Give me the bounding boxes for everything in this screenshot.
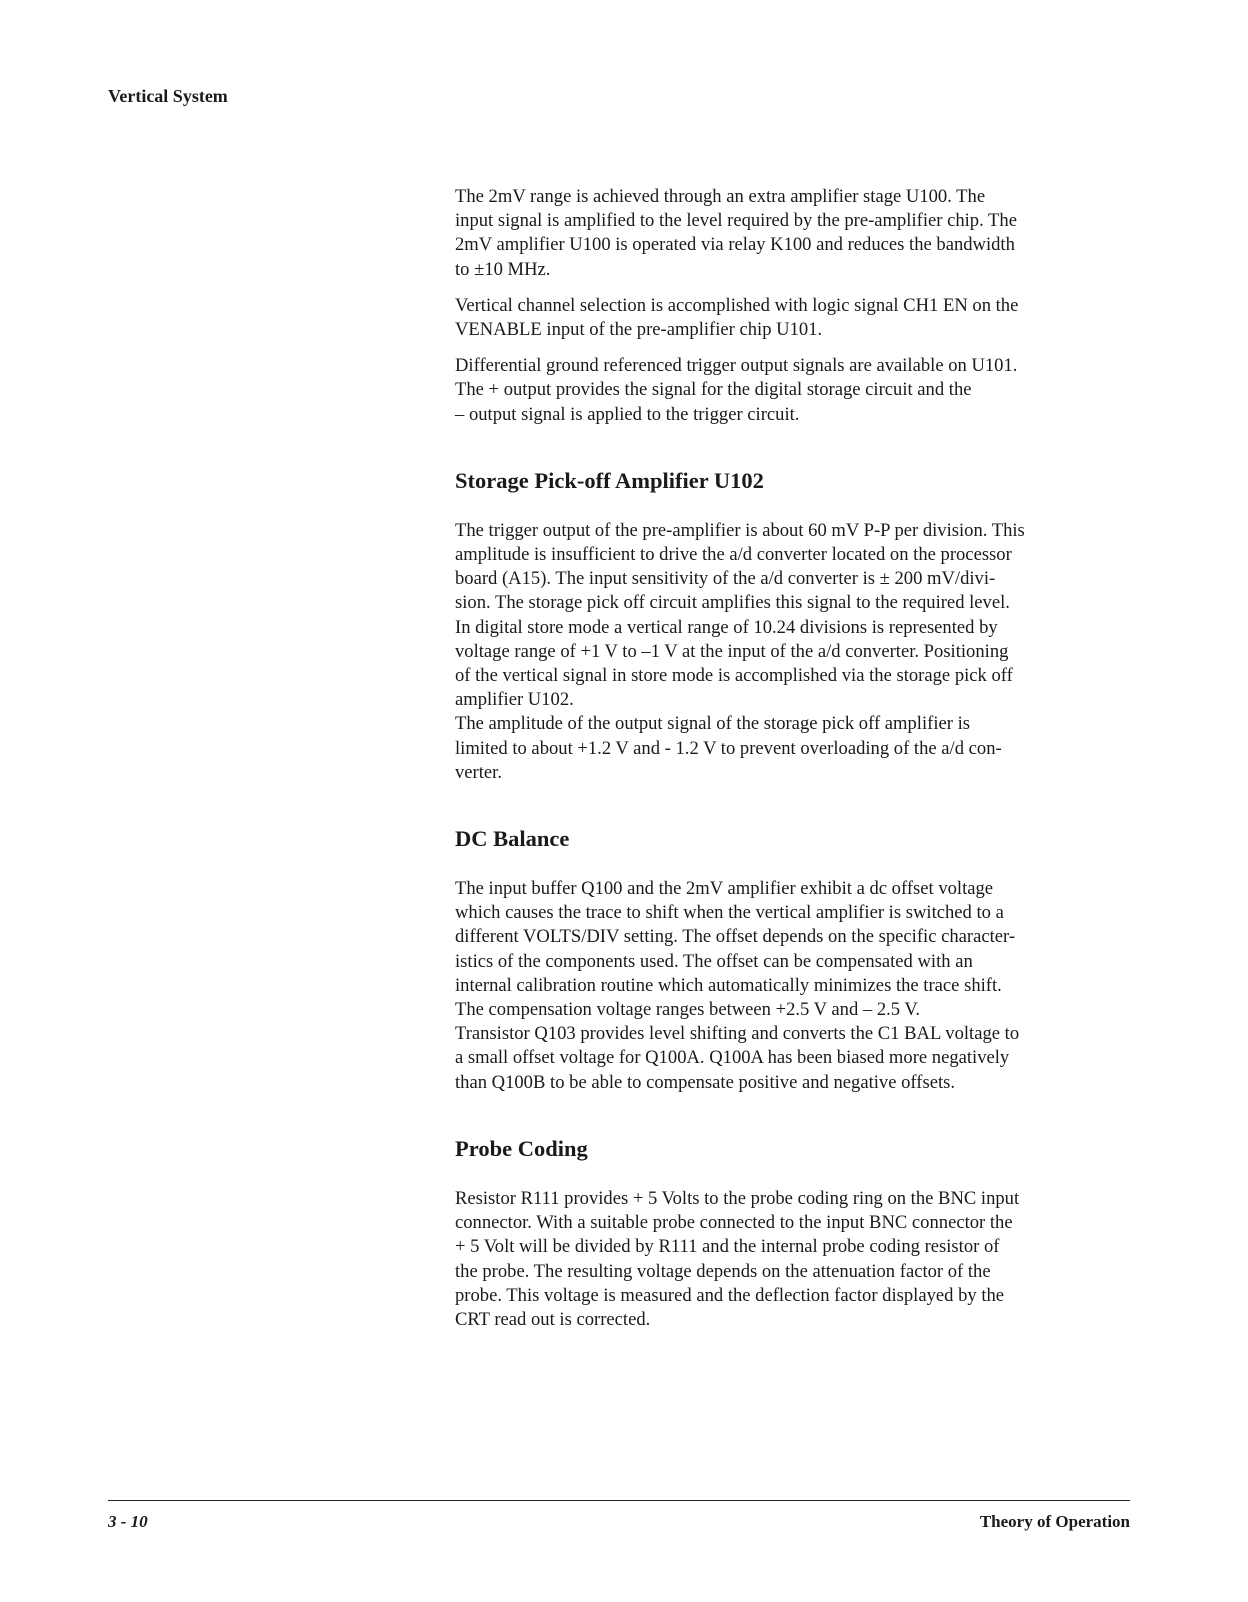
- text-line: VENABLE input of the pre-amplifier chip U101.: [455, 319, 823, 341]
- intro-block: [455, 185, 1135, 427]
- text-line: sion. The storage pick off circuit amplifies this signal to the required level.: [455, 592, 1010, 614]
- text-line: limited to about +1.2 V and - 1.2 V to prevent overloading of the a/d con-: [455, 737, 1002, 759]
- section-title: Storage Pick-off Amplifier U102: [455, 467, 764, 493]
- text-line: amplitude is insufficient to drive the a/d converter located on the processor: [455, 544, 1012, 566]
- section-body: [455, 1187, 1135, 1332]
- text-line: The 2mV range is achieved through an extra amplifier stage U100. The: [455, 186, 986, 207]
- text-line: a small offset voltage for Q100A. Q100A has been biased more negatively: [455, 1047, 1010, 1069]
- text-line: connector. With a suitable probe connected to the input BNC connector the: [455, 1212, 1013, 1234]
- text-line: internal calibration routine which automatically minimizes the trace shift.: [455, 974, 1002, 996]
- text-line: voltage range of +1 V to –1 V at the input of the a/d converter. Positioning: [455, 640, 1009, 662]
- text-line: verter.: [455, 761, 502, 783]
- text-line: The compensation voltage ranges between +2.5 V and – 2.5 V.: [455, 999, 921, 1021]
- section-body: [455, 877, 1135, 1095]
- text-line: board (A15). The input sensitivity of the a/d converter is ± 200 mV/divi-: [455, 568, 996, 590]
- intro-paragraph-3: [455, 354, 1135, 427]
- text-line: Vertical channel selection is accomplished with logic signal CH1 EN on the: [455, 294, 1019, 316]
- text-line: In digital store mode a vertical range of 10.24 divisions is represented by: [455, 616, 998, 638]
- intro-paragraph-2: [455, 294, 1135, 342]
- text-line: CRT read out is corrected.: [455, 1308, 651, 1330]
- text-line: amplifier U102.: [455, 689, 574, 711]
- section-probe-coding: [455, 1135, 1135, 1332]
- main-content: [455, 185, 1135, 1344]
- text-line: The input buffer Q100 and the 2mV amplifier exhibit a dc offset voltage: [455, 878, 994, 900]
- page-number: 3 - 10: [108, 1512, 148, 1531]
- text-line: – output signal is applied to the trigger circuit.: [455, 403, 800, 425]
- text-line: Resistor R111 provides + 5 Volts to the probe coding ring on the BNC input: [455, 1187, 1020, 1209]
- text-line: probe. This voltage is measured and the deflection factor displayed by the: [455, 1284, 1005, 1306]
- footer-section-title: Theory of Operation: [979, 1512, 1130, 1531]
- footer-divider: [108, 1500, 1130, 1501]
- text-line: to ±10 MHz.: [455, 258, 551, 280]
- text-line: which causes the trace to shift when the vertical amplifier is switched to a: [455, 902, 1004, 924]
- section-body: [455, 519, 1135, 785]
- text-line: The amplitude of the output signal of the storage pick off amplifier is: [455, 713, 970, 735]
- text-line: than Q100B to be able to compensate positive and negative offsets.: [455, 1071, 956, 1093]
- text-line: Transistor Q103 provides level shifting and converts the C1 BAL voltage to: [455, 1023, 1020, 1045]
- intro-paragraph-1: [455, 185, 1135, 282]
- section-storage-pickoff: [455, 467, 1135, 785]
- text-line: 2mV amplifier U100 is operated via relay K100 and reduces the bandwidth: [455, 234, 1015, 256]
- section-dc-balance: [455, 825, 1135, 1095]
- text-line: of the vertical signal in store mode is accomplished via the storage pick off: [455, 665, 1013, 687]
- section-title: DC Balance: [455, 826, 570, 852]
- section-title: Probe Coding: [455, 1135, 588, 1161]
- text-line: The + output provides the signal for the digital storage circuit and the: [455, 379, 972, 401]
- running-head-title: Vertical System: [108, 86, 228, 106]
- text-line: The trigger output of the pre-amplifier is about 60 mV P-P per division. This: [455, 519, 1025, 541]
- text-line: + 5 Volt will be divided by R111 and the internal probe coding resistor of: [455, 1236, 1000, 1258]
- text-line: different VOLTS/DIV setting. The offset depends on the specific character-: [455, 926, 1016, 948]
- text-line: the probe. The resulting voltage depends on the attenuation factor of the: [455, 1260, 991, 1282]
- text-line: input signal is amplified to the level required by the pre-amplifier chip. The: [455, 210, 1017, 232]
- text-line: Differential ground referenced trigger output signals are available on U101.: [455, 355, 1018, 377]
- text-line: istics of the components used. The offset can be compensated with an: [455, 950, 973, 972]
